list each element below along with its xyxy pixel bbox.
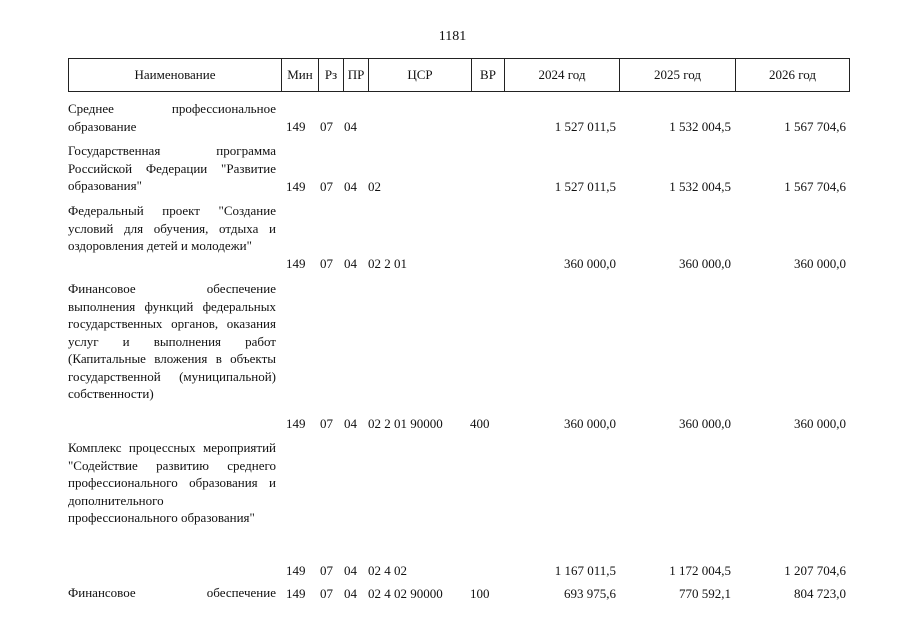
row-rz: 07 <box>320 415 333 431</box>
table-row <box>68 142 850 195</box>
row-vr: 400 <box>470 415 490 431</box>
row-vr: 100 <box>470 585 490 601</box>
row-min: 149 <box>286 415 306 431</box>
row-pr: 04 <box>344 585 357 601</box>
row-rz: 07 <box>320 118 333 134</box>
row-2024: 1 527 011,5 <box>554 118 616 134</box>
row-2025: 1 172 004,5 <box>669 562 731 578</box>
row-2024: 360 000,0 <box>564 415 616 431</box>
row-2025: 1 532 004,5 <box>669 118 731 134</box>
table-row <box>68 100 850 135</box>
row-rz: 07 <box>320 255 333 271</box>
table-row <box>68 584 850 602</box>
row-pr: 04 <box>344 562 357 578</box>
header-min: Мин <box>287 67 313 83</box>
row-2026: 804 723,0 <box>794 585 846 601</box>
row-2025: 770 592,1 <box>679 585 731 601</box>
row-name: Финансовое обеспечение выполнения функций федеральных государственных органов, оказания услуг и выполнения работ (Капитальные вложения в объекты государственной (муниципальной) собственности) <box>68 281 276 401</box>
header-2024: 2024 год <box>538 67 586 83</box>
row-name: Комплекс процессных мероприятий "Содействие развитию среднего профессионального образования и дополнительного профессионального образования" <box>68 440 276 525</box>
row-2024: 1 527 011,5 <box>554 178 616 194</box>
row-2025: 360 000,0 <box>679 415 731 431</box>
header-pr: ПР <box>347 67 365 83</box>
page-number: 1181 <box>438 29 467 44</box>
row-name: Государственная программа Российской Федерации "Развитие образования" <box>68 143 276 193</box>
row-2025: 360 000,0 <box>679 255 731 271</box>
row-csr: 02 2 01 <box>368 255 407 271</box>
row-rz: 07 <box>320 178 333 194</box>
row-2025: 1 532 004,5 <box>669 178 731 194</box>
row-csr: 02 2 01 90000 <box>368 415 443 431</box>
header-csr: ЦСР <box>407 67 433 83</box>
header-2026: 2026 год <box>769 67 816 83</box>
row-2026: 1 567 704,6 <box>784 118 846 134</box>
row-2024: 693 975,6 <box>564 585 616 601</box>
row-pr: 04 <box>344 178 357 194</box>
row-name: Федеральный проект "Создание условий для обучения, отдыха и оздоровления детей и молодежи" <box>68 203 276 253</box>
row-2024: 1 167 011,5 <box>554 562 616 578</box>
row-min: 149 <box>286 118 306 134</box>
row-2024: 360 000,0 <box>564 255 616 271</box>
row-2026: 1 207 704,6 <box>784 562 846 578</box>
row-min: 149 <box>286 255 306 271</box>
table-row <box>68 439 850 579</box>
row-csr: 02 <box>368 178 381 194</box>
row-pr: 04 <box>344 118 357 134</box>
row-2026: 360 000,0 <box>794 255 846 271</box>
row-pr: 04 <box>344 255 357 271</box>
row-min: 149 <box>286 585 306 601</box>
row-2026: 1 567 704,6 <box>784 178 846 194</box>
row-name: Среднее профессиональное образование <box>68 101 276 134</box>
row-csr: 02 4 02 90000 <box>368 585 443 601</box>
table-row <box>68 280 850 432</box>
row-csr: 02 4 02 <box>368 562 407 578</box>
row-rz: 07 <box>320 562 333 578</box>
row-pr: 04 <box>344 415 357 431</box>
header-2025: 2025 год <box>654 67 701 83</box>
table-row <box>68 202 850 272</box>
row-2026: 360 000,0 <box>794 415 846 431</box>
row-rz: 07 <box>320 585 333 601</box>
row-name: Финансовое обеспечение <box>68 585 276 600</box>
header-rz: Рз <box>324 67 338 83</box>
table-header <box>68 58 850 92</box>
row-min: 149 <box>286 178 306 194</box>
header-vr: ВР <box>480 67 496 83</box>
row-min: 149 <box>286 562 306 578</box>
header-name: Наименование <box>134 67 216 83</box>
